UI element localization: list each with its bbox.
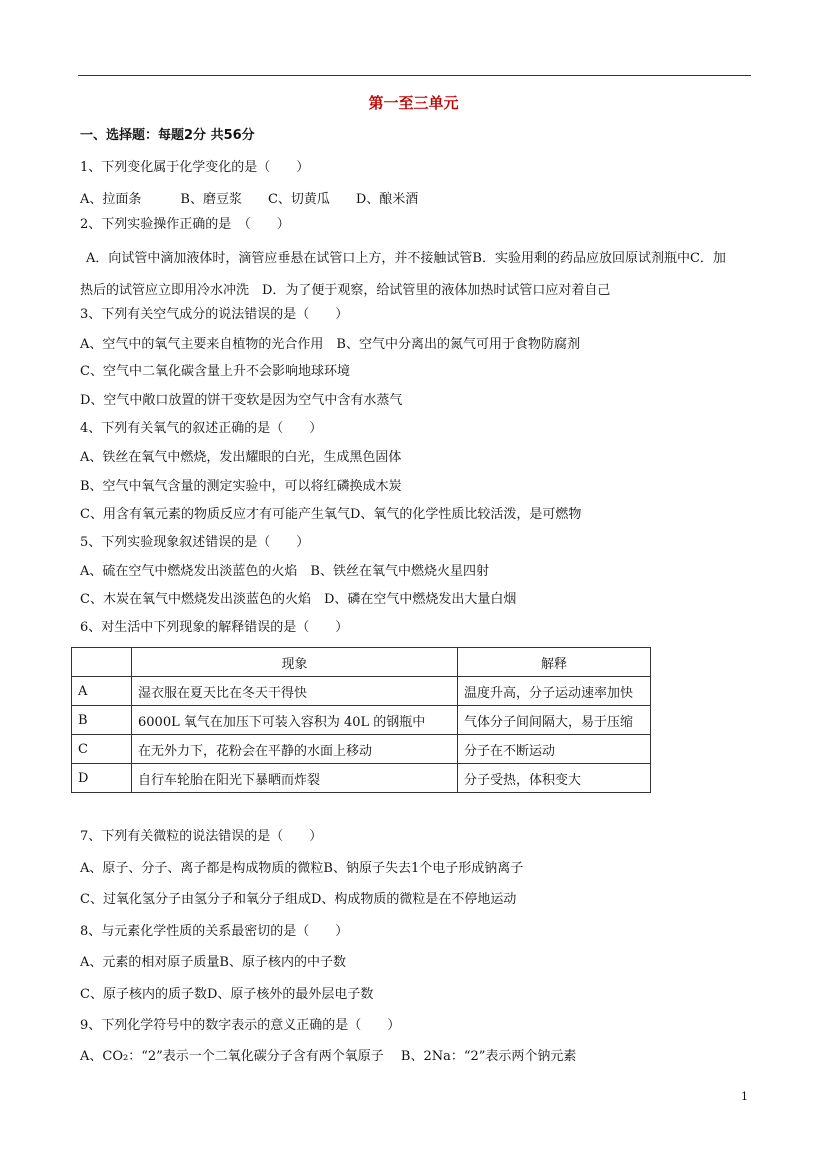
table-cell: B [72, 706, 132, 735]
question-3-option-d: D、空气中敞口放置的饼干变软是因为空气中含有水蒸气 [80, 393, 403, 408]
question-7: 7、下列有关微粒的说法错误的是（ ） [80, 829, 323, 844]
question-1-options: A、拉面条 B、磨豆浆 C、切黄瓜 D、酿米酒 [80, 192, 419, 207]
question-4-option-b: B、空气中氧气含量的测定实验中，可以将红磷换成木炭 [80, 479, 402, 494]
table-cell: A [72, 677, 132, 706]
table-cell: 温度升高，分子运动速率加快 [458, 677, 651, 706]
table-cell: C [72, 735, 132, 764]
question-3-option-c: C、空气中二氧化碳含量上升不会影响地球环境 [80, 364, 350, 379]
table-cell: 分子在不断运动 [458, 735, 651, 764]
table-header-cell: 解释 [458, 648, 651, 677]
table-row [72, 735, 651, 764]
question-8-option-ab: A、元素的相对原子质量B、原子核内的中子数 [80, 955, 346, 970]
question-7-option-ab: A、原子、分子、离子都是构成物质的微粒B、钠原子失去1个电子形成钠离子 [80, 861, 524, 876]
question-6: 6、对生活中下列现象的解释错误的是（ ） [80, 620, 349, 635]
table-row [72, 764, 651, 793]
section-heading: 一、选择题：每题2分 共56分 [80, 128, 255, 143]
question-4: 4、下列有关氧气的叙述正确的是（ ） [80, 421, 323, 436]
question-2-options-line-1: A．向试管中滴加液体时，滴管应垂悬在试管口上方，并不接触试管B．实验用剩的药品应放回原试剂瓶中C．加 [86, 251, 726, 266]
table-cell: 分子受热，体积变大 [458, 764, 651, 793]
table-cell: D [72, 764, 132, 793]
question-7-option-cd: C、过氧化氢分子由氢分子和氧分子组成D、构成物质的微粒是在不停地运动 [80, 892, 517, 907]
question-4-option-cd: C、用含有氧元素的物质反应才有可能产生氧气D、氧气的化学性质比较活泼，是可燃物 [80, 507, 582, 522]
table-cell: 6000L 氧气在加压下可装入容积为 40L 的钢瓶中 [132, 706, 458, 735]
table-cell: 自行车轮胎在阳光下暴晒而炸裂 [132, 764, 458, 793]
question-8-option-cd: C、原子核内的质子数D、原子核外的最外层电子数 [80, 987, 374, 1002]
table-cell: 湿衣服在夏天比在冬天干得快 [132, 677, 458, 706]
table-header-row [72, 648, 651, 677]
question-2-options-line-2: 热后的试管应立即用冷水冲洗 D．为了便于观察，给试管里的液体加热时试管口应对着自己 [80, 283, 611, 298]
question-2: 2、下列实验操作正确的是 （ ） [80, 217, 290, 232]
question-5: 5、下列实验现象叙述错误的是（ ） [80, 535, 310, 550]
question-5-option-cd: C、木炭在氧气中燃烧发出淡蓝色的火焰 D、磷在空气中燃烧发出大量白烟 [80, 592, 517, 607]
table-header-cell: 现象 [132, 648, 458, 677]
table-cell: 在无外力下，花粉会在平静的水面上移动 [132, 735, 458, 764]
page-number: 1 [741, 1090, 748, 1103]
table-row [72, 706, 651, 735]
table-cell: 气体分子间间隔大，易于压缩 [458, 706, 651, 735]
table-row [72, 677, 651, 706]
table-header-cell [72, 648, 132, 677]
question-3: 3、下列有关空气成分的说法错误的是（ ） [80, 307, 349, 322]
question-6-table [71, 647, 651, 793]
question-3-option-ab: A、空气中的氧气主要来自植物的光合作用 B、空气中分离出的氮气可用于食物防腐剂 [80, 337, 580, 352]
question-1: 1、下列变化属于化学变化的是（ ） [80, 160, 310, 175]
question-8: 8、与元素化学性质的关系最密切的是（ ） [80, 924, 349, 939]
question-4-option-a: A、铁丝在氧气中燃烧，发出耀眼的白光，生成黑色固体 [80, 450, 402, 465]
page-title: 第一至三单元 [368, 94, 459, 112]
question-9: 9、下列化学符号中的数字表示的意义正确的是（ ） [80, 1018, 401, 1033]
header-rule [78, 75, 751, 76]
question-5-option-ab: A、硫在空气中燃烧发出淡蓝色的火焰 B、铁丝在氧气中燃烧火星四射 [80, 564, 489, 579]
question-9-option-ab: A、CO₂：“2”表示一个二氧化碳分子含有两个氧原子 B、2Na：“2”表示两个钠元素 [80, 1049, 577, 1064]
